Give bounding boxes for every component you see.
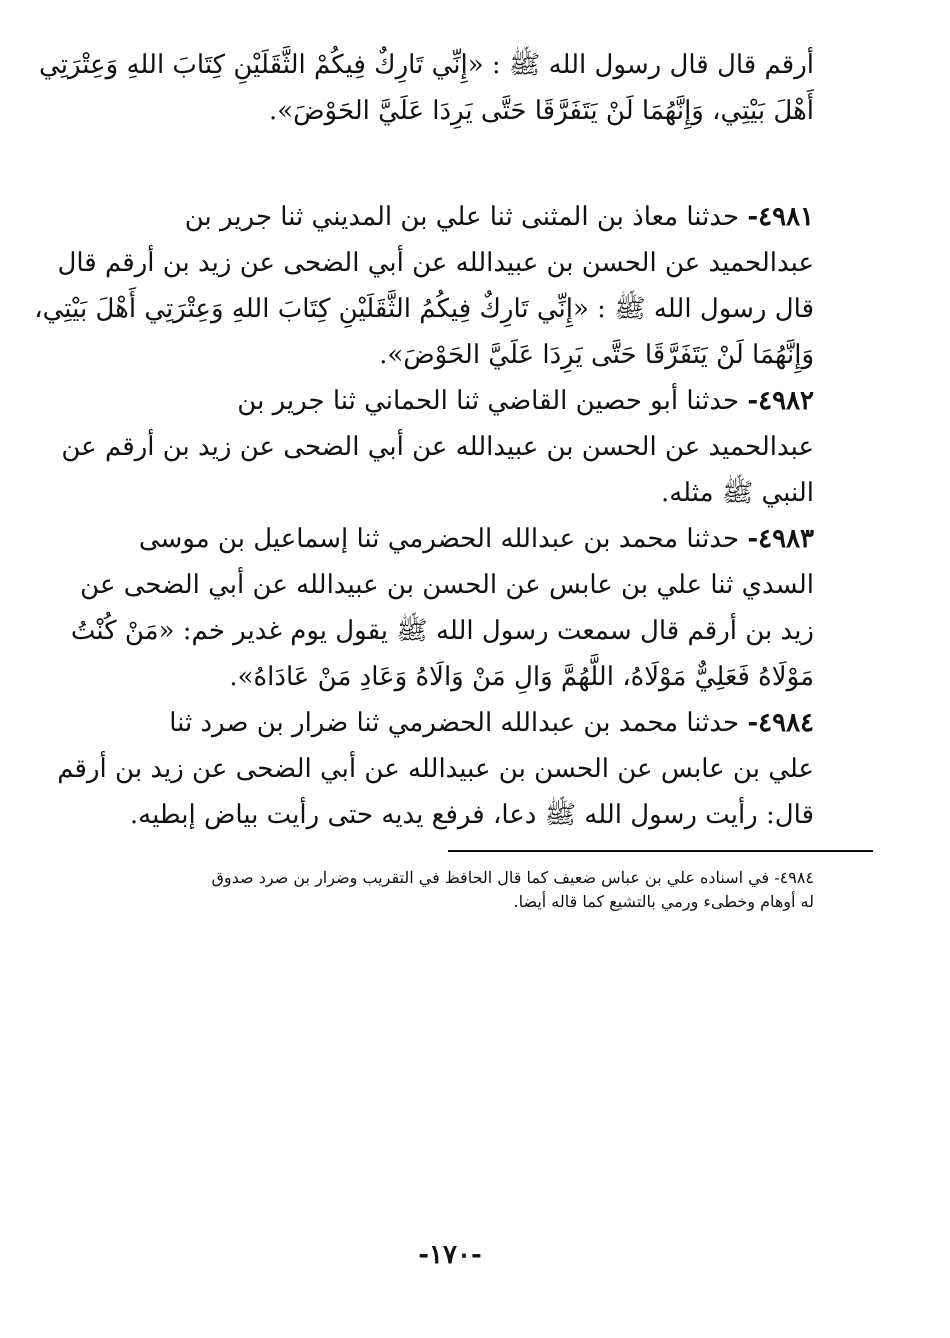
text-line: عبدالحميد عن الحسن بن عبيدالله عن أبي الضحى عن زيد بن أرقم قال <box>57 248 814 278</box>
hadith-4982 <box>61 378 814 516</box>
text-line: حدثنا محمد بن عبدالله الحضرمي ثنا إسماعيل بن موسى <box>138 524 740 554</box>
footnote <box>180 866 814 914</box>
text-line: مَوْلَاهُ فَعَلِيٌّ مَوْلَاهُ، اللَّهُمَّ وَالِ مَنْ وَالَاهُ وَعَادِ مَنْ عَادَاهُ». <box>229 662 814 692</box>
main-text <box>34 42 814 838</box>
text-line: حدثنا معاذ بن المثنى ثنا علي بن المديني ثنا جرير بن <box>184 202 740 232</box>
hadith-4983 <box>70 516 814 700</box>
text-line: زيد بن أرقم قال سمعت رسول الله ﷺ يقول يوم غدير خم: «مَنْ كُنْتُ <box>70 616 814 646</box>
hadith-number: ٤٩٨٤- <box>747 708 814 738</box>
text-line: حدثنا محمد بن عبدالله الحضرمي ثنا ضرار بن صرد ثنا <box>169 708 740 738</box>
footnote-line: له أوهام وخطىء ورمي بالتشيع كما قاله أيضا. <box>513 892 814 911</box>
footnote-divider <box>448 850 873 852</box>
hadith-4981 <box>34 194 814 378</box>
text-line: النبي ﷺ مثله. <box>660 478 814 508</box>
hadith-number: ٤٩٨٣- <box>747 524 814 554</box>
text-line: أرقم قال قال رسول الله ﷺ : «إِنِّي تَارِكٌ فِيكُمْ الثَّقَلَيْنِ كِتَابَ اللهِ وَعِتْرَتِي <box>39 50 814 80</box>
text-line: حدثنا أبو حصين القاضي ثنا الحماني ثنا جرير بن <box>237 386 740 416</box>
hadith-4984 <box>57 700 814 838</box>
text-line: السدي ثنا علي بن عابس عن الحسن بن عبيدالله عن أبي الضحى عن <box>80 570 814 600</box>
footnote-line: ٤٩٨٤- في اسناده علي بن عباس ضعيف كما قال الحافظ في التقريب وضرار بن صرد صدوق <box>211 868 814 887</box>
text-line: وَإِنَّهُمَا لَنْ يَتَفَرَّقَا حَتَّى يَرِدَا عَلَيَّ الحَوْضَ». <box>379 340 814 370</box>
hadith-number: ٤٩٨٢- <box>747 386 814 416</box>
hadith-number: ٤٩٨١- <box>747 202 814 232</box>
page-number: -١٧٠- <box>418 1240 482 1270</box>
text-line: قال: رأيت رسول الله ﷺ دعا، فرفع يديه حتى رأيت بياض إبطيه. <box>129 800 814 830</box>
text-line: علي بن عابس عن الحسن بن عبيدالله عن أبي الضحى عن زيد بن أرقم <box>57 754 814 784</box>
text-line: عبدالحميد عن الحسن بن عبيدالله عن أبي الضحى عن زيد بن أرقم عن <box>61 432 814 462</box>
text-line: أَهْلَ بَيْتِي، وَإِنَّهُمَا لَنْ يَتَفَرَّقَا حَتَّى يَرِدَا عَلَيَّ الحَوْضَ». <box>268 96 814 126</box>
text-line: قال رسول الله ﷺ : «إِنِّي تَارِكٌ فِيكُمُ الثَّقَلَيْنِ كِتَابَ اللهِ وَعِتْرَتِي أَهْلَ بَيْتِي، <box>34 294 814 324</box>
